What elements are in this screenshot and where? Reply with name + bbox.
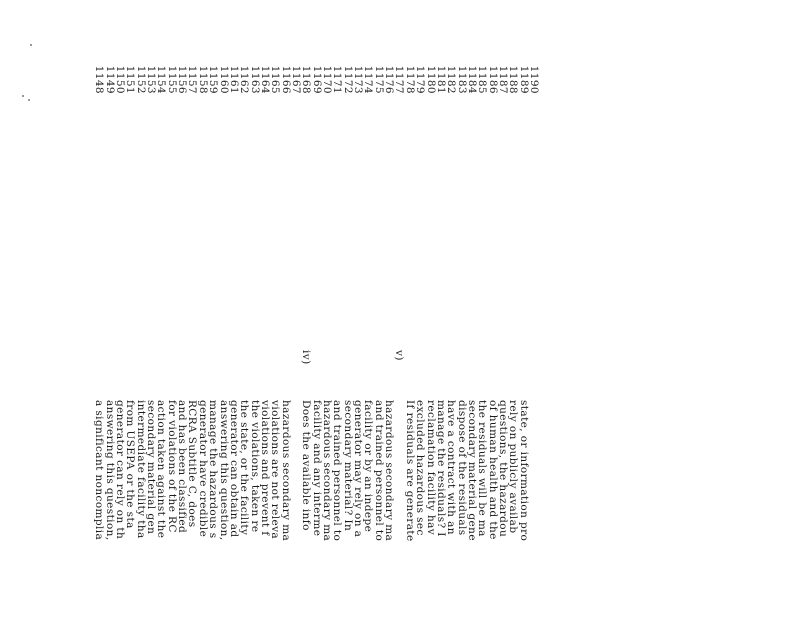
line-number: 1184 xyxy=(465,65,478,94)
line-number: 1160 xyxy=(217,65,230,94)
scan-speck xyxy=(30,44,32,46)
line-number: 1180 xyxy=(424,65,437,94)
line-number: 1163 xyxy=(248,65,261,94)
line-text: secondary material gene xyxy=(465,400,478,541)
line-number: 1151 xyxy=(124,65,137,94)
line-text: manage the residuals? I xyxy=(434,400,447,537)
line-number: 1152 xyxy=(134,65,147,94)
line-text: hazardous secondary ma xyxy=(279,400,292,542)
line-number: 1161 xyxy=(227,65,240,94)
line-number: 1182 xyxy=(445,65,458,94)
line-number: 1155 xyxy=(165,65,178,94)
scan-speck xyxy=(22,95,24,97)
line-number: 1157 xyxy=(186,65,199,94)
line-number: 1177 xyxy=(393,65,406,94)
line-number: 1149 xyxy=(103,65,116,94)
line-text: questions, the hazardou xyxy=(497,400,509,538)
scan-speck xyxy=(28,99,30,101)
line-number: 1190 xyxy=(528,65,541,94)
line-text: excluded hazardous sec xyxy=(414,400,427,536)
line-number: 1175 xyxy=(372,65,385,94)
line-number: 1171 xyxy=(331,65,344,94)
line-text: RCRA Subtitle C, does xyxy=(186,400,199,528)
line-number: 1150 xyxy=(114,65,127,94)
line-text: the violations, taken re xyxy=(248,400,261,533)
line-text: intermediate facility tha xyxy=(134,400,147,539)
line-number: 1166 xyxy=(279,65,292,94)
line-number: 1188 xyxy=(507,65,520,94)
line-text: facility and any interme xyxy=(310,400,323,537)
line-text: of human health and the xyxy=(486,400,499,540)
line-number: 1154 xyxy=(155,65,168,94)
line-text: for violations of the RC xyxy=(165,400,178,533)
line-number: 1167 xyxy=(290,65,302,94)
line-text: the state, or the facility xyxy=(238,400,251,536)
line-text: generator have credible xyxy=(196,400,209,538)
line-text: manage the hazardous s xyxy=(207,400,220,539)
line-text: and has been classified xyxy=(176,400,189,534)
line-text: dispose of the residuals xyxy=(455,400,468,536)
line-text: hazardous secondary ma xyxy=(321,400,334,542)
line-text: If residuals are generate xyxy=(403,400,416,542)
line-number: 1176 xyxy=(383,65,396,94)
line-text: Does the available info xyxy=(300,400,313,531)
line-number: 1179 xyxy=(414,65,427,94)
line-text: the residuals will be ma xyxy=(476,400,489,537)
line-number: 1164 xyxy=(258,65,271,94)
line-number: 1148 xyxy=(93,65,106,94)
line-number: 1168 xyxy=(300,65,313,94)
line-number: 1162 xyxy=(238,65,251,94)
line-number: 1159 xyxy=(207,65,220,94)
line-number: 1178 xyxy=(403,65,416,94)
line-text: secondary material gen xyxy=(145,400,158,535)
line-text: generator may rely on a xyxy=(352,400,365,538)
line-text: generator can obtain ad xyxy=(227,400,240,538)
line-number: 1189 xyxy=(517,65,530,94)
line-number: 1183 xyxy=(455,65,468,94)
line-text: action taken against the xyxy=(155,400,168,539)
line-number: 1156 xyxy=(176,65,189,94)
line-number: 1170 xyxy=(321,65,334,94)
line-text: secondary material? In xyxy=(341,400,354,532)
section-marker: v) xyxy=(393,350,406,361)
line-number: 1181 xyxy=(434,65,447,94)
line-text: and trained personnel to xyxy=(372,400,385,542)
line-number: 1174 xyxy=(362,65,375,94)
line-text: rely on publicly availab xyxy=(507,400,520,534)
line-text: answering this question, xyxy=(103,400,116,541)
line-number: 1186 xyxy=(486,65,499,94)
line-text: violations and prevent f xyxy=(258,400,271,536)
line-number: 1185 xyxy=(476,65,489,94)
line-text: have a contract with an xyxy=(445,400,458,535)
line-text: answering this question, xyxy=(217,400,230,541)
line-number: 1158 xyxy=(196,65,209,94)
line-number: 1172 xyxy=(341,65,354,94)
line-text: reclamation facility hav xyxy=(424,400,437,536)
line-text: and trained personnel to xyxy=(331,400,344,542)
line-text: a significant noncomplia xyxy=(93,400,106,541)
line-number: 1169 xyxy=(310,65,323,94)
line-number: 1187 xyxy=(497,65,509,94)
line-text: violations are not releva xyxy=(269,400,282,540)
line-number: 1165 xyxy=(269,65,282,94)
line-text: state, or information pro xyxy=(517,400,530,542)
line-text: from USEPA or the sta xyxy=(124,400,137,529)
line-number: 1153 xyxy=(145,65,158,94)
line-text: facility or by an indepe xyxy=(362,400,375,533)
line-number: 1173 xyxy=(352,65,365,94)
line-text: hazardous secondary ma xyxy=(383,400,396,542)
section-marker: iv) xyxy=(300,350,313,365)
line-text: generator can rely on th xyxy=(114,400,127,540)
